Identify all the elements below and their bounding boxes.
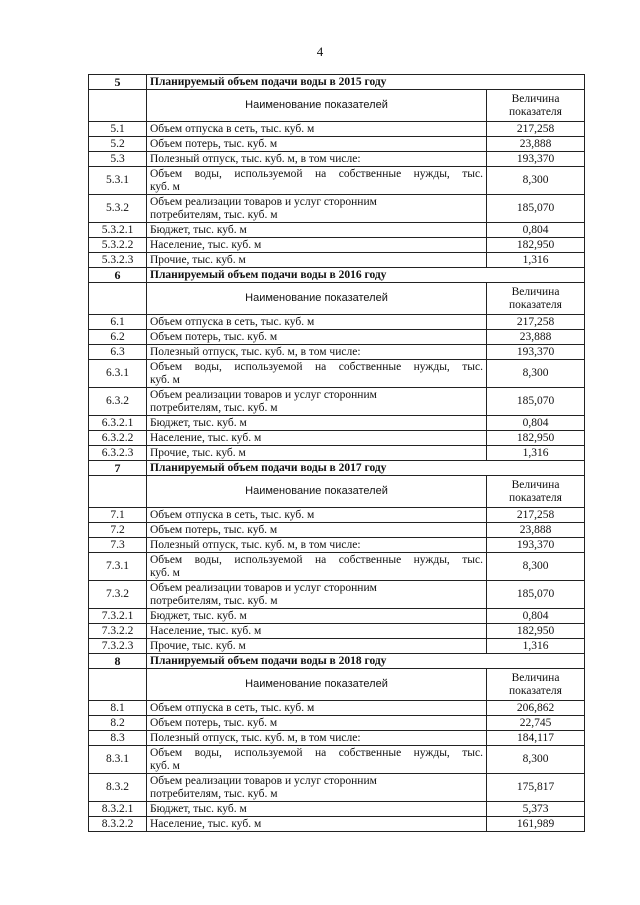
row-name-cell — [147, 167, 487, 195]
col-value-header-line1: Величина — [511, 478, 560, 491]
section-title: Планируемый объем подачи воды в 2018 году — [147, 654, 585, 669]
table-row — [89, 802, 585, 817]
table-body — [89, 75, 585, 832]
row-name: Население, тыс. куб. м — [150, 817, 262, 830]
row-name: Прочие, тыс. куб. м — [150, 639, 246, 652]
row-name-cell — [147, 137, 487, 152]
row-name: Объем потерь, тыс. куб. м — [150, 137, 278, 150]
table-row — [89, 167, 585, 195]
row-name-cell — [147, 388, 487, 416]
row-name-line1: Объем воды, используемой на собственные нужды, тыс. — [150, 746, 483, 759]
row-number: 6.2 — [89, 330, 147, 345]
table-row — [89, 538, 585, 553]
row-number: 6.1 — [89, 315, 147, 330]
row-value: 217,258 — [487, 315, 585, 330]
row-number: 7.2 — [89, 523, 147, 538]
row-name-cell — [147, 152, 487, 167]
row-value: 23,888 — [487, 137, 585, 152]
row-name: Объем потерь, тыс. куб. м — [150, 523, 278, 536]
row-name: Бюджет, тыс. куб. м — [150, 802, 247, 815]
row-value: 193,370 — [487, 538, 585, 553]
section-number: 6 — [89, 268, 147, 283]
row-value: 8,300 — [487, 167, 585, 195]
table-row — [89, 195, 585, 223]
row-name: Объем отпуска в сеть, тыс. куб. м — [150, 508, 315, 521]
row-value: 175,817 — [487, 774, 585, 802]
row-number: 5.3.2.2 — [89, 238, 147, 253]
section-title: Планируемый объем подачи воды в 2017 году — [147, 461, 585, 476]
table-row — [89, 152, 585, 167]
water-supply-table — [88, 74, 585, 832]
row-name-cell — [147, 817, 487, 832]
section-header-row — [89, 268, 585, 283]
row-name: Объем отпуска в сеть, тыс. куб. м — [150, 122, 315, 135]
row-number: 8.3.1 — [89, 746, 147, 774]
row-number: 6.3.2.1 — [89, 416, 147, 431]
row-number: 5.2 — [89, 137, 147, 152]
row-number: 7.3.1 — [89, 553, 147, 581]
row-value: 1,316 — [487, 639, 585, 654]
row-value: 22,745 — [487, 716, 585, 731]
col-name-header: Наименование показателей — [147, 669, 487, 701]
empty-header-cell — [89, 90, 147, 122]
row-name: Бюджет, тыс. куб. м — [150, 416, 247, 429]
row-name: Бюджет, тыс. куб. м — [150, 609, 247, 622]
row-number: 5.3.2.3 — [89, 253, 147, 268]
table-row — [89, 315, 585, 330]
row-name-line2: потребителям, тыс. куб. м — [150, 401, 278, 414]
row-number: 5.3.1 — [89, 167, 147, 195]
table-row — [89, 508, 585, 523]
row-name-line2: потребителям, тыс. куб. м — [150, 594, 278, 607]
row-name-cell — [147, 416, 487, 431]
table-row — [89, 716, 585, 731]
row-name-cell — [147, 716, 487, 731]
row-name-cell — [147, 731, 487, 746]
row-value: 182,950 — [487, 431, 585, 446]
row-number: 7.1 — [89, 508, 147, 523]
table-row — [89, 223, 585, 238]
row-number: 6.3.1 — [89, 360, 147, 388]
col-value-header — [487, 669, 585, 701]
col-value-header-line2: показателя — [509, 298, 562, 311]
table-row — [89, 639, 585, 654]
empty-header-cell — [89, 283, 147, 315]
column-header-row — [89, 476, 585, 508]
table-row — [89, 122, 585, 137]
row-name-line1: Объем воды, используемой на собственные нужды, тыс. — [150, 553, 483, 566]
row-number: 7.3.2 — [89, 581, 147, 609]
col-value-header-line1: Величина — [511, 285, 560, 298]
row-value: 185,070 — [487, 388, 585, 416]
row-name-cell — [147, 639, 487, 654]
table-row — [89, 431, 585, 446]
row-name-cell — [147, 122, 487, 137]
row-number: 7.3.2.2 — [89, 624, 147, 639]
col-name-header: Наименование показателей — [147, 283, 487, 315]
table-row — [89, 360, 585, 388]
row-number: 7.3 — [89, 538, 147, 553]
row-value: 23,888 — [487, 330, 585, 345]
row-number: 6.3.2.3 — [89, 446, 147, 461]
row-name-cell — [147, 431, 487, 446]
row-number: 8.3 — [89, 731, 147, 746]
row-name-cell — [147, 253, 487, 268]
column-header-row — [89, 283, 585, 315]
col-value-header — [487, 90, 585, 122]
col-value-header — [487, 476, 585, 508]
table-row — [89, 416, 585, 431]
row-name-line1: Объем реализации товаров и услуг сторонним — [150, 195, 377, 208]
table-row — [89, 624, 585, 639]
row-number: 7.3.2.3 — [89, 639, 147, 654]
row-name: Объем отпуска в сеть, тыс. куб. м — [150, 701, 315, 714]
table-row — [89, 345, 585, 360]
row-name-cell — [147, 802, 487, 817]
table-row — [89, 817, 585, 832]
col-value-header-line2: показателя — [509, 684, 562, 697]
row-name: Прочие, тыс. куб. м — [150, 253, 246, 266]
row-name-line2: потребителям, тыс. куб. м — [150, 208, 278, 221]
row-number: 5.3.2.1 — [89, 223, 147, 238]
row-number: 5.3.2 — [89, 195, 147, 223]
section-number: 7 — [89, 461, 147, 476]
row-value: 193,370 — [487, 345, 585, 360]
table-row — [89, 523, 585, 538]
col-value-header-line2: показателя — [509, 491, 562, 504]
row-name: Население, тыс. куб. м — [150, 624, 262, 637]
table-row — [89, 553, 585, 581]
row-name-cell — [147, 223, 487, 238]
row-name-line1: Объем реализации товаров и услуг сторонним — [150, 388, 377, 401]
section-title: Планируемый объем подачи воды в 2015 году — [147, 75, 585, 90]
row-value: 1,316 — [487, 446, 585, 461]
row-number: 6.3.2 — [89, 388, 147, 416]
row-name: Прочие, тыс. куб. м — [150, 446, 246, 459]
row-name-line1: Объем воды, используемой на собственные нужды, тыс. — [150, 360, 483, 373]
col-value-header-line1: Величина — [511, 92, 560, 105]
row-number: 6.3 — [89, 345, 147, 360]
row-number: 7.3.2.1 — [89, 609, 147, 624]
row-name-cell — [147, 538, 487, 553]
row-number: 8.3.2.1 — [89, 802, 147, 817]
row-name-cell — [147, 195, 487, 223]
row-name-line1: Объем реализации товаров и услуг сторонним — [150, 581, 377, 594]
row-name-cell — [147, 701, 487, 716]
row-value: 5,373 — [487, 802, 585, 817]
row-name: Полезный отпуск, тыс. куб. м, в том числе: — [150, 731, 361, 744]
row-name: Население, тыс. куб. м — [150, 431, 262, 444]
row-value: 8,300 — [487, 553, 585, 581]
row-name-line2: куб. м — [150, 373, 180, 386]
row-name: Полезный отпуск, тыс. куб. м, в том числе: — [150, 152, 361, 165]
row-value: 1,316 — [487, 253, 585, 268]
row-value: 217,258 — [487, 508, 585, 523]
row-number: 6.3.2.2 — [89, 431, 147, 446]
row-name-line1: Объем реализации товаров и услуг сторонним — [150, 774, 377, 787]
row-value: 23,888 — [487, 523, 585, 538]
row-name: Объем потерь, тыс. куб. м — [150, 716, 278, 729]
row-number: 8.1 — [89, 701, 147, 716]
row-name: Бюджет, тыс. куб. м — [150, 223, 247, 236]
table-row — [89, 581, 585, 609]
row-value: 8,300 — [487, 746, 585, 774]
table-row — [89, 731, 585, 746]
row-value: 184,117 — [487, 731, 585, 746]
table-row — [89, 253, 585, 268]
row-number: 8.2 — [89, 716, 147, 731]
row-name-line1: Объем воды, используемой на собственные нужды, тыс. — [150, 167, 483, 180]
col-name-header: Наименование показателей — [147, 476, 487, 508]
row-value: 0,804 — [487, 223, 585, 238]
row-value: 0,804 — [487, 416, 585, 431]
column-header-row — [89, 669, 585, 701]
row-name-line2: куб. м — [150, 759, 180, 772]
section-number: 8 — [89, 654, 147, 669]
row-name-cell — [147, 523, 487, 538]
page-number: 4 — [316, 44, 324, 59]
empty-header-cell — [89, 669, 147, 701]
row-name-cell — [147, 330, 487, 345]
row-number: 5.3 — [89, 152, 147, 167]
row-name: Объем отпуска в сеть, тыс. куб. м — [150, 315, 315, 328]
row-name-cell — [147, 508, 487, 523]
row-number: 8.3.2 — [89, 774, 147, 802]
col-name-header: Наименование показателей — [147, 90, 487, 122]
table-row — [89, 609, 585, 624]
row-name-cell — [147, 446, 487, 461]
row-name-line2: потребителям, тыс. куб. м — [150, 787, 278, 800]
row-name-cell — [147, 581, 487, 609]
row-value: 206,862 — [487, 701, 585, 716]
row-value: 185,070 — [487, 195, 585, 223]
row-name-line2: куб. м — [150, 566, 180, 579]
section-header-row — [89, 75, 585, 90]
row-name-cell — [147, 624, 487, 639]
row-value: 185,070 — [487, 581, 585, 609]
row-name-cell — [147, 360, 487, 388]
section-header-row — [89, 461, 585, 476]
row-number: 5.1 — [89, 122, 147, 137]
row-name: Полезный отпуск, тыс. куб. м, в том числе: — [150, 538, 361, 551]
empty-header-cell — [89, 476, 147, 508]
section-header-row — [89, 654, 585, 669]
col-value-header-line1: Величина — [511, 671, 560, 684]
row-name-cell — [147, 315, 487, 330]
row-name-cell — [147, 774, 487, 802]
row-name-cell — [147, 746, 487, 774]
row-value: 182,950 — [487, 238, 585, 253]
column-header-row — [89, 90, 585, 122]
col-value-header-line2: показателя — [509, 105, 562, 118]
row-value: 217,258 — [487, 122, 585, 137]
section-number: 5 — [89, 75, 147, 90]
row-name-cell — [147, 609, 487, 624]
table-row — [89, 701, 585, 716]
row-value: 193,370 — [487, 152, 585, 167]
row-name-cell — [147, 345, 487, 360]
table-row — [89, 388, 585, 416]
row-name-cell — [147, 238, 487, 253]
table-row — [89, 330, 585, 345]
row-number: 8.3.2.2 — [89, 817, 147, 832]
row-value: 0,804 — [487, 609, 585, 624]
col-value-header — [487, 283, 585, 315]
row-value: 182,950 — [487, 624, 585, 639]
row-name: Население, тыс. куб. м — [150, 238, 262, 251]
row-name-cell — [147, 553, 487, 581]
row-value: 161,989 — [487, 817, 585, 832]
row-name: Объем потерь, тыс. куб. м — [150, 330, 278, 343]
table-row — [89, 238, 585, 253]
table-row — [89, 746, 585, 774]
section-title: Планируемый объем подачи воды в 2016 году — [147, 268, 585, 283]
row-value: 8,300 — [487, 360, 585, 388]
row-name-line2: куб. м — [150, 180, 180, 193]
table-row — [89, 446, 585, 461]
table-row — [89, 137, 585, 152]
row-name: Полезный отпуск, тыс. куб. м, в том числе: — [150, 345, 361, 358]
table-row — [89, 774, 585, 802]
